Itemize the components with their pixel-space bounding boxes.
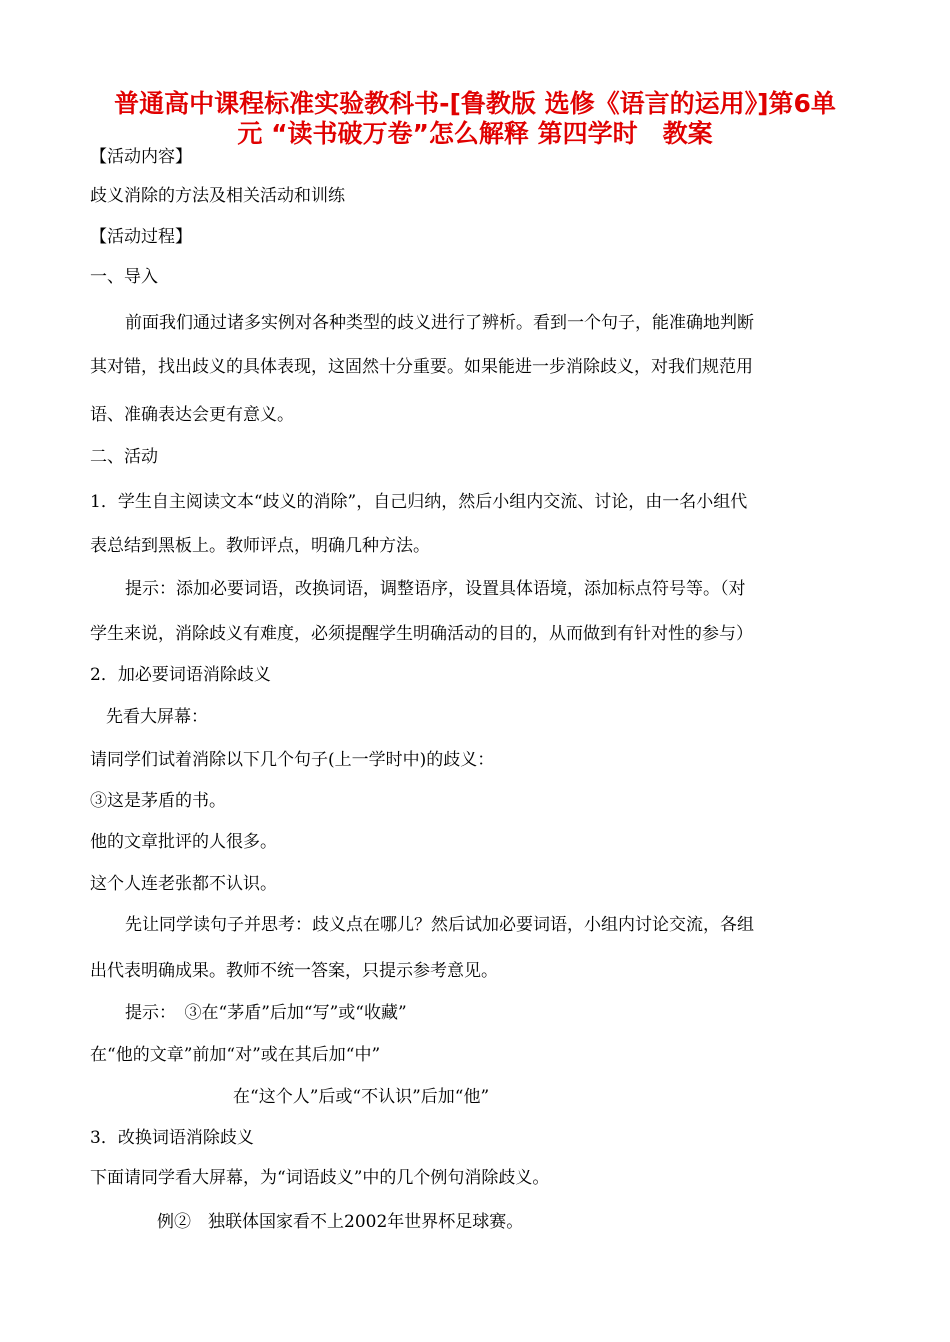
hint-line: 在“这个人”后或“不认识”后加“他” <box>233 1087 490 1107</box>
example-sentence: 这个人连老张都不认识。 <box>90 874 277 894</box>
paragraph-line: 1．学生自主阅读文本“歧义的消除”，自己归纳，然后小组内交流、讨论，由一名小组代 <box>90 492 748 512</box>
section-heading-activity-process: 【活动过程】 <box>90 227 192 247</box>
hint-line: 提示： ③在“茅盾”后加“写”或“收藏” <box>125 1003 407 1023</box>
paragraph-line: 表总结到黑板上。教师评点，明确几种方法。 <box>90 536 430 556</box>
document-title-line-2: 元 “读书破万卷”怎么解释 第四学时 教案 <box>237 119 713 148</box>
paragraph-line: 其对错，找出歧义的具体表现，这固然十分重要。如果能进一步消除歧义，对我们规范用 <box>90 357 753 377</box>
subheading-change-words: 3．改换词语消除歧义 <box>90 1128 254 1148</box>
hint-line: 在“他的文章”前加“对”或在其后加“中” <box>90 1045 381 1065</box>
paragraph-line: 先看大屏幕： <box>106 707 208 727</box>
subheading-add-words: 2．加必要词语消除歧义 <box>90 665 271 685</box>
paragraph-line: 前面我们通过诸多实例对各种类型的歧义进行了辨析。看到一个句子，能准确地判断 <box>125 313 754 333</box>
paragraph-line: 提示：添加必要词语，改换词语，调整语序，设置具体语境，添加标点符号等。（对 <box>125 579 746 599</box>
document-title-line-1: 普通高中课程标准实验教科书-[鲁教版 选修《语言的运用》]第6单 <box>114 89 836 118</box>
subheading-activity: 二、活动 <box>90 447 158 467</box>
paragraph-line: 语、准确表达会更有意义。 <box>90 405 294 425</box>
paragraph-line: 先让同学读句子并思考：歧义点在哪儿？然后试加必要词语，小组内讨论交流，各组 <box>125 915 754 935</box>
section-heading-activity-content: 【活动内容】 <box>90 147 192 167</box>
example-sentence: 他的文章批评的人很多。 <box>90 832 277 852</box>
paragraph-line: 下面请同学看大屏幕，为“词语歧义”中的几个例句消除歧义。 <box>90 1168 550 1188</box>
paragraph-line: 请同学们试着消除以下几个句子(上一学时中)的歧义： <box>90 750 495 770</box>
paragraph-line: 学生来说，消除歧义有难度，必须提醒学生明确活动的目的，从而做到有针对性的参与） <box>90 624 753 644</box>
example-sentence: ③这是茅盾的书。 <box>90 791 226 811</box>
example-sentence: 例② 独联体国家看不上2002年世界杯足球赛。 <box>157 1212 524 1232</box>
subheading-intro: 一、导入 <box>90 267 158 287</box>
paragraph-line: 歧义消除的方法及相关活动和训练 <box>90 186 345 206</box>
paragraph-line: 出代表明确成果。教师不统一答案，只提示参考意见。 <box>90 961 498 981</box>
